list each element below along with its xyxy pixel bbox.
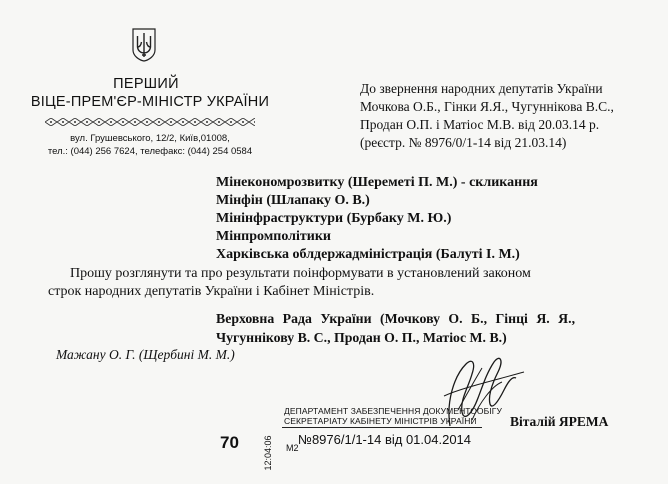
addressee-line-4: (реєстр. № 8976/0/1-14 від 21.03.14) bbox=[360, 135, 567, 150]
time-stamp bbox=[262, 428, 274, 478]
addressee-line-2: Мочкова О.Б., Гінки Я.Я., Чугуннікова В.С., bbox=[360, 99, 614, 114]
sender-title-line-1: ПЕРШИЙ bbox=[113, 76, 179, 92]
recipient-item: Мінінфраструктури (Бурбаку М. Ю.) bbox=[216, 211, 452, 226]
stamp-department-line-2: СЕКРЕТАРІАТУ КАБІНЕТУ МІНІСТРІВ УКРАЇНИ bbox=[284, 416, 477, 426]
stamp-code: М2 bbox=[286, 443, 299, 453]
handwritten-note: Мажану О. Г. (Щербині М. М.) bbox=[56, 347, 235, 362]
stamp-divider bbox=[282, 427, 482, 428]
recipient-item: Мінекономрозвитку (Шереметі П. М.) - скликання bbox=[216, 175, 538, 190]
recipient-item: Харківська облдержадміністрація (Балуті І. М.) bbox=[216, 247, 520, 262]
time-stamp-text: 12:04:06 bbox=[263, 435, 273, 471]
addressee-line-3: Продан О.П. і Матіос М.В. від 20.03.14 р. bbox=[360, 117, 600, 132]
trident-coat-of-arms-icon bbox=[132, 28, 156, 62]
addressee-line-1: До звернення народних депутатів України bbox=[360, 81, 603, 96]
page-number: 70 bbox=[220, 433, 239, 452]
stamp-department-line-1: ДЕПАРТАМЕНТ ЗАБЕЗПЕЧЕННЯ ДОКУМЕНТООБІГУ bbox=[284, 406, 502, 416]
request-line-1: Прошу розглянути та про результати поінформувати в установлений законом bbox=[70, 266, 531, 281]
recipient-item: Мінпромполітики bbox=[216, 229, 331, 244]
recipient-item: Мінфін (Шлапаку О. В.) bbox=[216, 193, 370, 208]
sender-address: вул. Грушевського, 12/2, Київ,01008, bbox=[70, 133, 230, 144]
request-line-2: строк народних депутатів України і Кабінет Міністрів. bbox=[48, 284, 375, 299]
sender-phones: тел.: (044) 256 7624, телефакс: (044) 254 0584 bbox=[47, 146, 253, 157]
registration-number: №8976/1/1-14 від 01.04.2014 bbox=[298, 432, 472, 447]
cc-line-2: Чугуннікову В. С., Продан О. П., Матіос М. В.) bbox=[216, 330, 507, 345]
signatory-name: Віталій ЯРЕМА bbox=[510, 414, 609, 429]
sender-title-line-2: ВІЦЕ-ПРЕМ'ЄР-МІНІСТР УКРАЇНИ bbox=[30, 94, 270, 110]
ornament-divider bbox=[45, 118, 255, 126]
cc-line-1: Верховна Рада України (Мочкову О. Б., Гінці Я. Я., bbox=[216, 311, 576, 326]
